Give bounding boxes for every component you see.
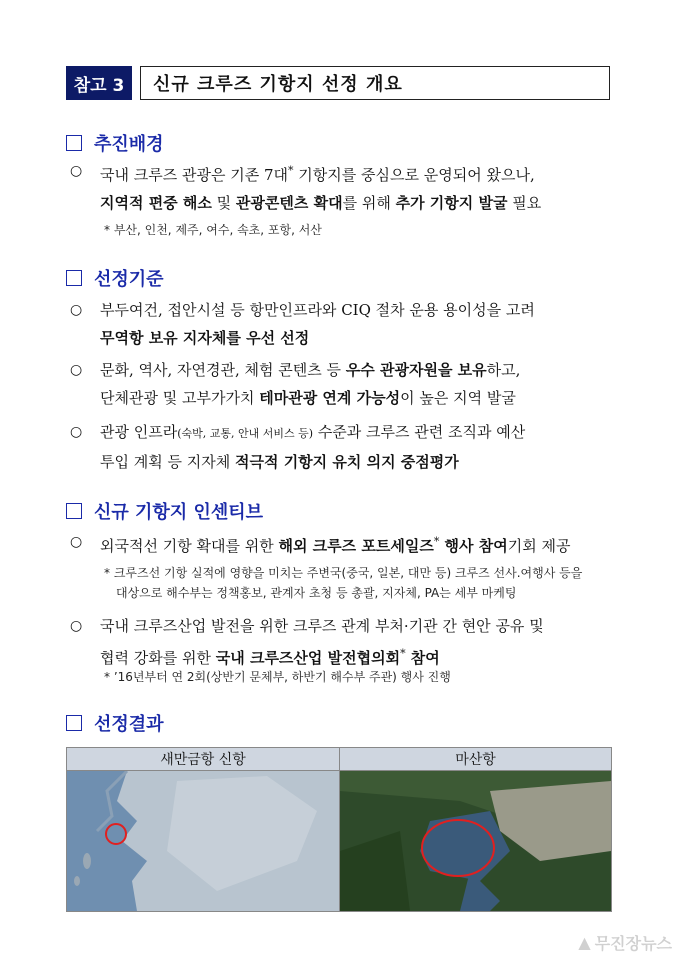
circle-bullet-icon: ○ [70, 424, 83, 440]
circle-bullet-icon: ○ [70, 618, 83, 634]
section-heading-criteria: 선정기준 [66, 265, 164, 291]
results-image-table [66, 747, 612, 912]
circle-bullet-icon: ○ [70, 302, 83, 318]
circle-bullet-icon: ○ [70, 163, 83, 179]
bullet-item: ○ 부두여건, 접안시설 등 항만인프라와 CIQ 절차 운용 용이성을 고려 무역항 보유 지자체를 우선 선정 [70, 296, 620, 352]
checkbox-square-icon [66, 503, 82, 519]
reference-tag: 참고 3 [66, 66, 132, 100]
footnote: * ’16년부터 연 2회(상반기 문체부, 하반기 해수부 주관) 행사 진행 [104, 670, 451, 684]
circle-bullet-icon: ○ [70, 362, 83, 378]
page-title: 신규 크루즈 기항지 선정 개요 [140, 66, 610, 100]
section-heading-results: 선정결과 [66, 710, 164, 736]
column-header-saemangeum: 새만금항 신항 [67, 748, 340, 771]
masan-map-image [340, 771, 611, 911]
bullet-item: ○ 외국적선 기항 확대를 위한 해외 크루즈 포트세일즈* 행사 참여기회 제공 [70, 528, 620, 560]
bullet-item: ○ 관광 인프라(숙박, 교통, 안내 서비스 등) 수준과 크루즈 관련 조직과 예산 투입 계획 등 지자체 적극적 기항지 유치 의지 중점평가 [70, 418, 620, 476]
watermark: ▲ 무진장뉴스 [578, 933, 672, 953]
bullet-item: ○ 문화, 역사, 자연경관, 체험 콘텐츠 등 우수 관광자원을 보유하고, 단체관광 및 고부가가치 테마관광 연계 가능성이 높은 지역 발굴 [70, 356, 620, 412]
checkbox-square-icon [66, 270, 82, 286]
section-heading-incentives: 신규 기항지 인센티브 [66, 498, 263, 524]
column-header-masan: 마산항 [340, 748, 611, 771]
footnote: * 크루즈선 기항 실적에 영향을 미치는 주변국(중국, 일본, 대만 등) 크루즈 선사.여행사 등을 대상으로 해수부는 정책홍보, 관계자 초청 등 총괄, 지자체, PA는 세부 마케팅 [104, 566, 583, 600]
bullet-item: ○ 국내 크루즈산업 발전을 위한 크루즈 관계 부처·기관 간 현안 공유 및 협력 강화를 위한 국내 크루즈산업 발전협의회* 참여 [70, 612, 620, 672]
saemangeum-map-image [67, 771, 340, 911]
page-header [66, 66, 610, 100]
checkbox-square-icon [66, 135, 82, 151]
footnote: * 부산, 인천, 제주, 여수, 속초, 포항, 서산 [104, 223, 322, 237]
section-heading-background: 추진배경 [66, 130, 164, 156]
bullet-item: ○ 국내 크루즈 관광은 기존 7대* 기항지를 중심으로 운영되어 왔으나, 지역적 편중 해소 및 관광콘텐츠 확대를 위해 추가 기항지 발굴 필요 [70, 157, 620, 217]
mountain-logo-icon: ▲ [578, 933, 591, 952]
circle-bullet-icon: ○ [70, 534, 83, 550]
checkbox-square-icon [66, 715, 82, 731]
